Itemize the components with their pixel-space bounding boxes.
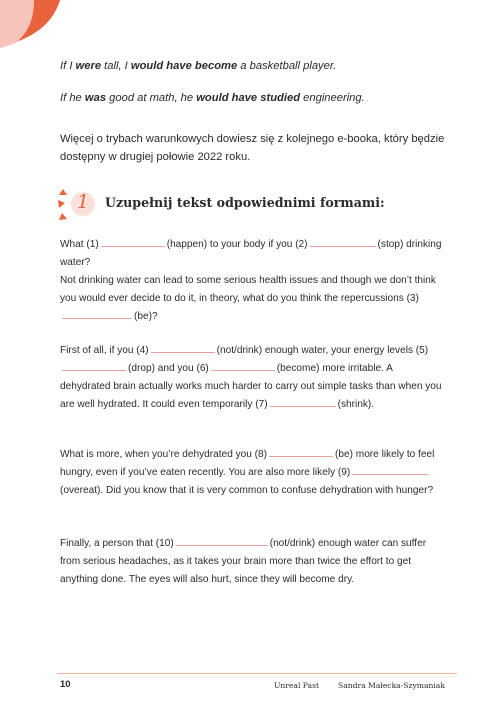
note-paragraph: Więcej o trybach warunkowych dowiesz się z kolejnego e-booka, który będzie dostępny w drugiej połowie 2022 roku. (60, 133, 445, 163)
footer-author: Sandra Małecka-Szymaniak (338, 681, 445, 690)
footer-divider (57, 673, 457, 674)
blank-1[interactable] (101, 236, 165, 247)
blank-4[interactable] (151, 342, 215, 353)
blank-6[interactable] (211, 360, 275, 371)
blank-5[interactable] (62, 360, 126, 371)
decorative-shape (0, 0, 60, 48)
example-sentence-1: If I were tall, I would have become a basketball player. (60, 60, 337, 72)
exercise-paragraph-3: What is more, when you’re dehydrated you (8) (be) more likely to feel hungry, even if you’ve eaten recently. You are also more likely (9)(overeat). Did you know that it is very common to confuse dehydration with hunger? (60, 446, 445, 500)
blank-8[interactable] (269, 446, 333, 457)
blank-7[interactable] (270, 396, 336, 407)
blank-10[interactable] (176, 535, 268, 546)
exercise-paragraph-4: Finally, a person that (10) (not/drink) enough water can suffer from serious headaches, as it takes your brain more than twice the effort to get anything done. The eyes will also hurt, since they will become dry. (60, 535, 445, 589)
example-sentence-2: If he was good at math, he would have studied engineering. (60, 92, 365, 104)
task-number: 1 (77, 191, 90, 213)
blank-2[interactable] (310, 236, 376, 247)
page-number: 10 (60, 679, 71, 690)
exercise-paragraph-1: What (1) (happen) to your body if you (2) (stop) drinking water? Not drinking water can lead to some serious health issues and though we don’t think you would ever decide to do it, in theory, what do you think the repercussions (3)(be)? (60, 236, 445, 326)
task-title: Uzupełnij tekst odpowiednimi formami: (105, 195, 385, 210)
blank-3[interactable] (62, 308, 132, 319)
footer-section-title: Unreal Past (274, 681, 320, 690)
blank-9[interactable] (352, 464, 428, 475)
task-header (57, 186, 447, 222)
exercise-paragraph-2: First of all, if you (4) (not/drink) enough water, your energy levels (5)(drop) and you (6) (become) more irritable. A dehydrated brain actually works much harder to carry out simple tasks than when you are well hydrated. It could even temporarily (7) (shrink). (60, 342, 445, 414)
